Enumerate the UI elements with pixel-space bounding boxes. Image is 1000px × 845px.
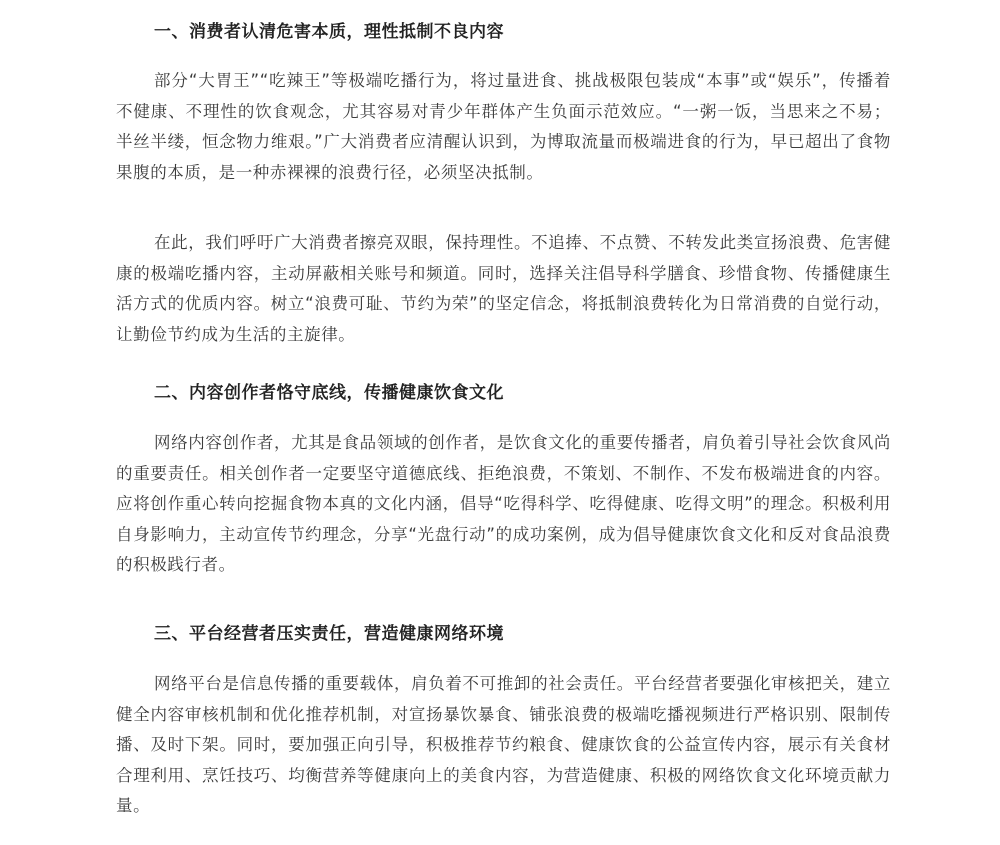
section-heading-2: 二、内容创作者恪守底线，传播健康饮食文化 — [154, 383, 504, 403]
section-2-paragraph-1: 网络内容创作者，尤其是食品领域的创作者，是饮食文化的重要传播者，肩负着引导社会饮食风尚的重要责任。相关创作者一定要坚守道德底线、拒绝浪费，不策划、不制作、不发布极端进食的内容。应将创作重心转向挖掘食物本真的文化内涵，倡导“吃得科学、吃得健康、吃得文明”的理念。积极利用自身影响力，主动宣传节约理念，分享“光盘行动”的成功案例，成为倡导健康饮食文化和反对食品浪费的积极践行者。 — [116, 433, 891, 574]
section-1-paragraph-2: 在此，我们呼吁广大消费者擦亮双眼，保持理性。不追捧、不点赞、不转发此类宣扬浪费、危害健康的极端吃播内容，主动屏蔽相关账号和频道。同时，选择关注倡导科学膳食、珍惜食物、传播健康生活方式的优质内容。树立“浪费可耻、节约为荣”的坚定信念，将抵制浪费转化为日常消费的自觉行动，让勤俭节约成为生活的主旋律。 — [116, 233, 891, 344]
section-3-paragraph-1: 网络平台是信息传播的重要载体，肩负着不可推卸的社会责任。平台经营者要强化审核把关，建立健全内容审核机制和优化推荐机制，对宣扬暴饮暴食、铺张浪费的极端吃播视频进行严格识别、限制传播、及时下架。同时，要加强正向引导，积极推荐节约粮食、健康饮食的公益宣传内容，展示有关食材合理利用、烹饪技巧、均衡营养等健康向上的美食内容，为营造健康、积极的网络饮食文化环境贡献力量。 — [116, 674, 891, 815]
section-1-paragraph-1: 部分“大胃王”“吃辣王”等极端吃播行为，将过量进食、挑战极限包装成“本事”或“娱乐”，传播着不健康、不理性的饮食观念，尤其容易对青少年群体产生负面示范效应。“一粥一饭，当思来之不易；半丝半缕，恒念物力维艰。”广大消费者应清醒认识到，为博取流量而极端进食的行为，早已超出了食物果腹的本质，是一种赤裸裸的浪费行径，必须坚决抵制。 — [116, 71, 891, 182]
section-heading-1: 一、消费者认清危害本质，理性抵制不良内容 — [154, 22, 504, 42]
section-heading-3: 三、平台经营者压实责任，营造健康网络环境 — [154, 624, 504, 644]
